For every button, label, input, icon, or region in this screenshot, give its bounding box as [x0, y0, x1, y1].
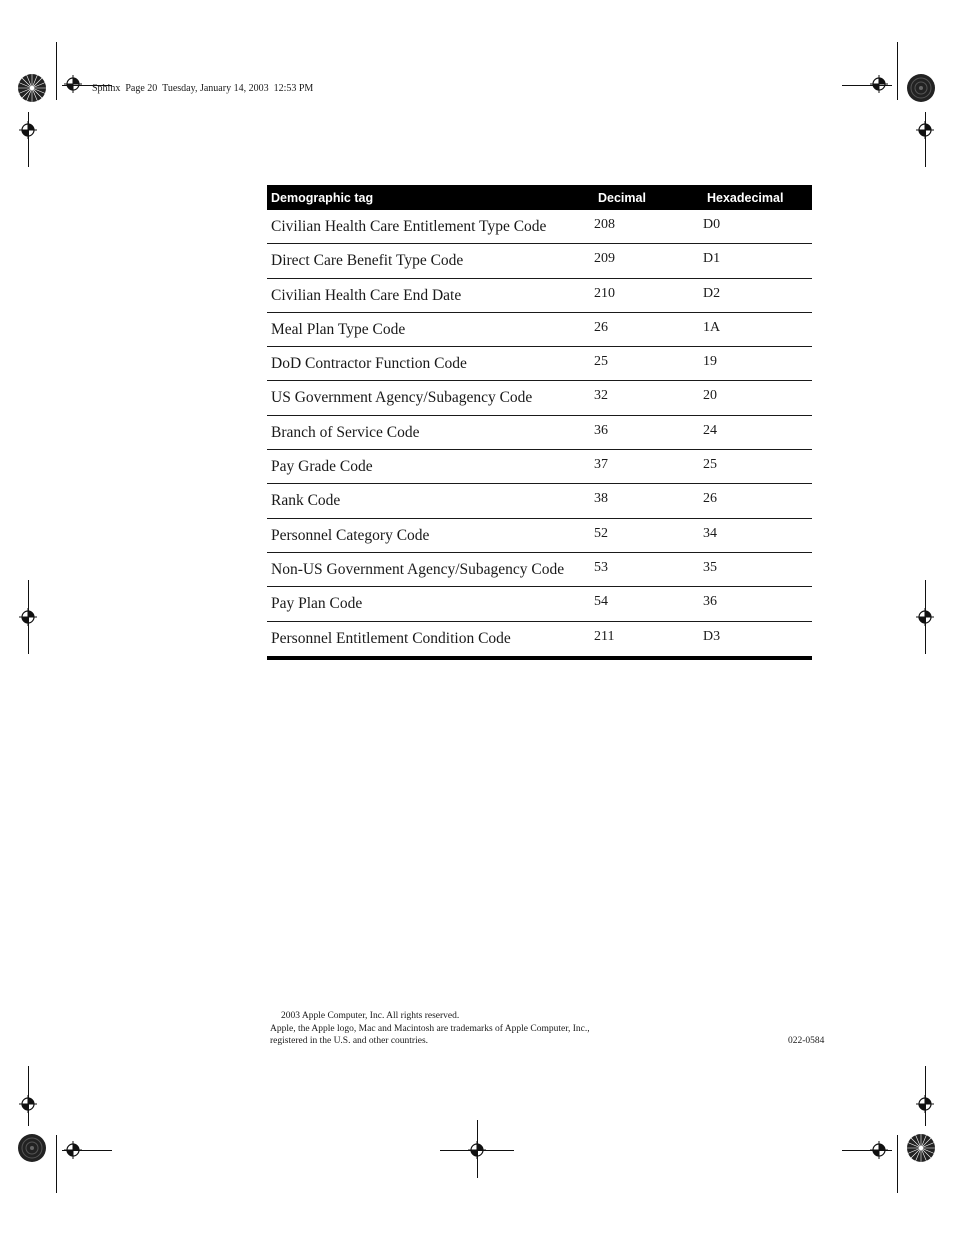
cell-decimal: 210: [594, 285, 615, 301]
cell-hex: 24: [703, 422, 717, 438]
column-header-hex: Hexadecimal: [707, 190, 784, 205]
cell-decimal: 32: [594, 388, 608, 404]
registration-mark-icon: [916, 608, 934, 626]
cell-decimal: 26: [594, 319, 608, 335]
registration-mark-icon: [19, 121, 37, 139]
starburst-target-icon: [17, 1133, 47, 1163]
crop-line: [897, 1135, 898, 1193]
cell-tag: Non-US Government Agency/Subagency Code: [271, 560, 565, 578]
cell-decimal: 53: [594, 559, 608, 575]
cell-hex: 26: [703, 491, 717, 507]
cell-hex: D1: [703, 251, 721, 267]
cell-decimal: 209: [594, 251, 615, 267]
part-number: 022-0584: [788, 1036, 825, 1046]
cell-tag: US Government Agency/Subagency Code: [271, 389, 533, 407]
cell-hex: 35: [703, 559, 717, 575]
table-row: [267, 587, 812, 621]
cell-tag: DoD Contractor Function Code: [271, 355, 467, 373]
table-row: [267, 313, 812, 347]
cell-tag: Pay Grade Code: [271, 458, 373, 476]
cell-tag: Civilian Health Care End Date: [271, 286, 462, 304]
table-row: [267, 244, 812, 278]
cell-hex: 25: [703, 457, 717, 473]
registration-mark-icon: [19, 608, 37, 626]
cell-hex: D2: [703, 285, 721, 301]
trademark-line-2: registered in the U.S. and other countries.: [270, 1036, 429, 1046]
cell-decimal: 52: [594, 525, 608, 541]
table-row: [267, 416, 812, 450]
cell-hex: 1A: [703, 319, 721, 335]
table-row: [267, 210, 812, 244]
trademark-line-1: Apple, the Apple logo, Mac and Macintosh are trademarks of Apple Computer, Inc.,: [270, 1024, 590, 1034]
cell-hex: D0: [703, 217, 721, 232]
crop-line: [56, 42, 57, 100]
registration-mark-icon: [870, 1141, 888, 1159]
cell-decimal: 54: [594, 594, 608, 610]
registration-mark-icon: [916, 121, 934, 139]
column-header-tag: Demographic tag: [271, 190, 374, 205]
cell-decimal: 208: [594, 217, 615, 232]
cell-hex: 34: [703, 525, 717, 541]
cell-hex: 36: [703, 594, 717, 610]
registration-mark-icon: [64, 75, 82, 93]
cell-tag: Branch of Service Code: [271, 423, 420, 441]
crop-line: [897, 42, 898, 100]
cell-tag: Personnel Entitlement Condition Code: [271, 629, 511, 647]
cell-decimal: 36: [594, 422, 608, 438]
table-body: [267, 210, 812, 656]
registration-mark-icon: [19, 1095, 37, 1113]
cell-decimal: 25: [594, 354, 608, 370]
cell-hex: 20: [703, 388, 717, 404]
table-row: [267, 450, 812, 484]
column-header-decimal: Decimal: [598, 190, 646, 205]
cell-decimal: 37: [594, 457, 608, 473]
cell-tag: Rank Code: [271, 492, 341, 510]
table-header: [267, 185, 812, 210]
cell-tag: Civilian Health Care Entitlement Type Code: [271, 218, 547, 235]
table-row: [267, 484, 812, 518]
cell-hex: 19: [703, 354, 717, 370]
registration-mark-icon: [468, 1141, 486, 1159]
cell-decimal: 211: [594, 628, 615, 644]
table-row: [267, 381, 812, 415]
demographic-tag-table: [267, 185, 812, 660]
crop-line: [56, 1135, 57, 1193]
cell-hex: D3: [703, 628, 721, 644]
registration-mark-icon: [916, 1095, 934, 1113]
starburst-target-icon: [906, 73, 936, 103]
table-bottom-rule: [267, 656, 812, 660]
table-row: [267, 347, 812, 381]
cell-tag: Direct Care Benefit Type Code: [271, 252, 464, 270]
page-slug: Sphinx Page 20 Tuesday, January 14, 2003 12:53 PM: [92, 83, 314, 94]
table-row: [267, 279, 812, 313]
starburst-target-icon: [17, 73, 47, 103]
table-row: [267, 622, 812, 656]
copyright-text: 2003 Apple Computer, Inc. All rights reserved.: [281, 1011, 460, 1021]
table-row: [267, 553, 812, 587]
cell-decimal: 38: [594, 491, 608, 507]
registration-mark-icon: [64, 1141, 82, 1159]
registration-mark-icon: [870, 75, 888, 93]
table-row: [267, 519, 812, 553]
cell-tag: Pay Plan Code: [271, 595, 363, 613]
cell-tag: Meal Plan Type Code: [271, 320, 406, 338]
starburst-target-icon: [906, 1133, 936, 1163]
cell-tag: Personnel Category Code: [271, 526, 430, 544]
